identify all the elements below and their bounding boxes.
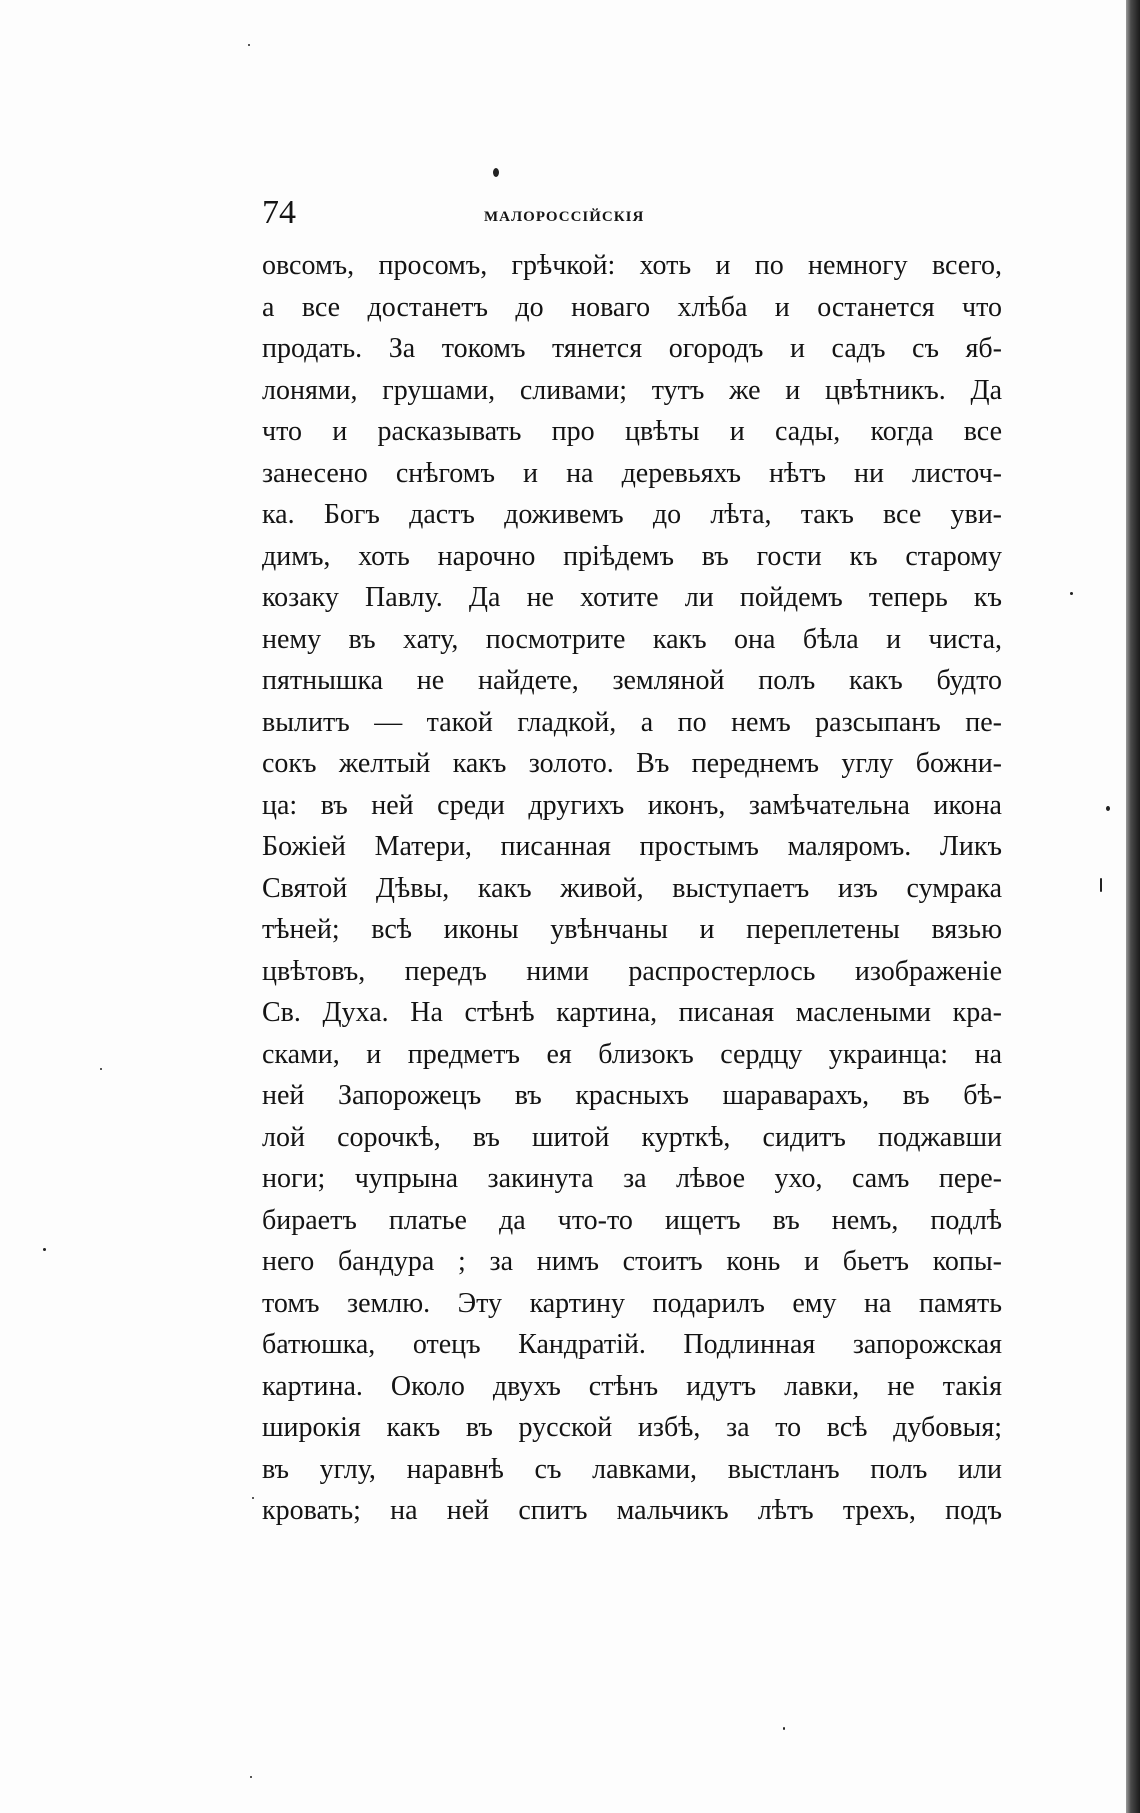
scan-speck bbox=[1106, 806, 1110, 811]
text-line: кровать; на ней спитъ мальчикъ лѣтъ трехъ, подъ bbox=[262, 1495, 1002, 1526]
text-line: Святой Дѣвы, какъ живой, выступаетъ изъ сумрака bbox=[262, 872, 1002, 904]
running-head: малороссійскія bbox=[484, 201, 645, 226]
text-line: широкія какъ въ русской избѣ, за то всѣ дубовыя; bbox=[262, 1412, 1002, 1443]
scan-speck bbox=[252, 1497, 254, 1499]
scan-speck bbox=[43, 1248, 46, 1251]
text-line: пятнышка не найдете, земляной полъ какъ будто bbox=[262, 665, 1002, 696]
text-line: овсомъ, просомъ, грѣчкой: хоть и по немногу всего, bbox=[262, 250, 1002, 281]
text-line: него бандура ; за нимъ стоитъ конь и бьетъ копы- bbox=[262, 1246, 1002, 1277]
text-line: продать. За токомъ тянется огородъ и садъ съ яб- bbox=[262, 333, 1002, 364]
scan-speck bbox=[1070, 592, 1073, 595]
scan-speck bbox=[493, 168, 499, 177]
text-line: лой сорочкѣ, въ шитой курткѣ, сидитъ поджавши bbox=[262, 1121, 1002, 1153]
text-line: батюшка, отецъ Кандратій. Подлинная запорожская bbox=[262, 1329, 1002, 1360]
text-line: нему въ хату, посмотрите какъ она бѣла и чиста, bbox=[262, 623, 1002, 655]
text-line: Божіей Матери, писанная простымъ маляромъ. Ликъ bbox=[262, 831, 1002, 862]
text-line: козаку Павлу. Да не хотите ли пойдемъ теперь къ bbox=[262, 582, 1002, 613]
text-line: димъ, хоть нарочно пріѣдемъ въ гости къ старому bbox=[262, 540, 1002, 572]
body-text bbox=[262, 245, 1002, 1532]
text-line: тѣней; всѣ иконы увѣнчаны и переплетены вязью bbox=[262, 914, 1002, 945]
page-binding-edge bbox=[1126, 0, 1140, 1813]
text-line: въ углу, наравнѣ съ лавками, выстланъ полъ или bbox=[262, 1453, 1002, 1485]
text-line: лонями, грушами, сливами; тутъ же и цвѣтникъ. Да bbox=[262, 374, 1002, 406]
text-line: ноги; чупрына закинута за лѣвое ухо, самъ пере- bbox=[262, 1163, 1002, 1194]
text-line: ней Запорожецъ въ красныхъ шараварахъ, въ бѣ- bbox=[262, 1080, 1002, 1111]
text-line: Св. Духа. На стѣнѣ картина, писаная маслеными кра- bbox=[262, 997, 1002, 1028]
text-line: томъ землю. Эту картину подарилъ ему на память bbox=[262, 1287, 1002, 1319]
scan-speck bbox=[1100, 878, 1102, 892]
scan-speck bbox=[100, 1068, 102, 1070]
text-line: цвѣтовъ, передъ ними распростерлось изображеніе bbox=[262, 955, 1002, 987]
scan-speck bbox=[783, 1727, 785, 1730]
text-line: бираетъ платье да что-то ищетъ въ немъ, подлѣ bbox=[262, 1204, 1002, 1236]
text-line: что и расказывать про цвѣты и сады, когда все bbox=[262, 416, 1002, 447]
text-line: сокъ желтый какъ золото. Въ переднемъ углу божни- bbox=[262, 748, 1002, 779]
scan-speck bbox=[248, 44, 250, 46]
text-line: сками, и предметъ ея близокъ сердцу украинца: на bbox=[262, 1038, 1002, 1070]
text-line: картина. Около двухъ стѣнъ идутъ лавки, не такія bbox=[262, 1370, 1002, 1402]
text-line: ка. Богъ дастъ доживемъ до лѣта, такъ все уви- bbox=[262, 499, 1002, 530]
text-line: занесено снѣгомъ и на деревьяхъ нѣтъ ни листоч- bbox=[262, 457, 1002, 489]
text-line: а все достанетъ до новаго хлѣба и останется что bbox=[262, 291, 1002, 323]
page-header bbox=[262, 188, 1002, 238]
page-number: 74 bbox=[262, 194, 296, 231]
text-line: ца: въ ней среди другихъ иконъ, замѣчательна икона bbox=[262, 789, 1002, 821]
text-line: вылитъ — такой гладкой, а по немъ разсыпанъ пе- bbox=[262, 706, 1002, 738]
scan-speck bbox=[250, 1776, 252, 1778]
